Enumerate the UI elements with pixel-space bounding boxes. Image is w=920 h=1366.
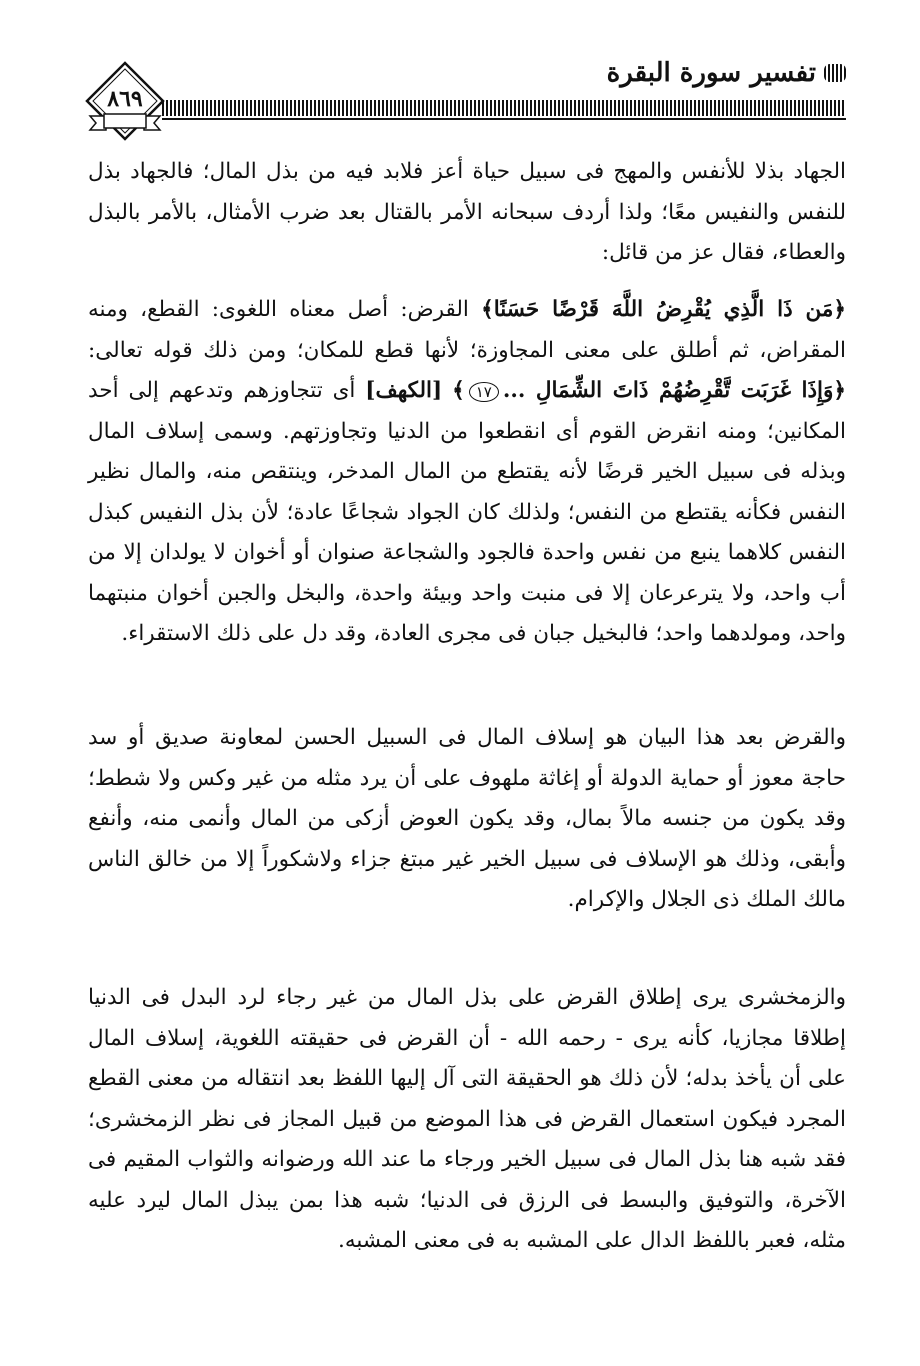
paragraph-2-text-a: القرض: أصل معناه اللغوى: القطع، ومنه المقراض، ثم أطلق على معنى المجاوزة؛ لأنها قطع للمكان؛ ومن ذلك قوله تعالى: — [88, 297, 846, 363]
quran-verse: ﴿مَن ذَا الَّذِي يُقْرِضُ اللَّهَ قَرْضًا حَسَنًا﴾ — [481, 297, 846, 322]
surah-reference: [الكهف] — [365, 378, 443, 403]
paragraph-1: الجهاد بذلا للأنفس والمهج فى سبيل حياة أعز فلابد فيه من بذل المال؛ فالجهاد بذل للنفس والنفيس معًا؛ ولذا أردف سبحانه الأمر بالقتال بعد ضرب الأمثال، بالأمر بالبذل والعطاء، فقال عز من قائل: — [88, 159, 846, 265]
running-title: تفسير سورة البقرة — [606, 58, 816, 88]
paragraph-4: والزمخشرى يرى إطلاق القرض على بذل المال من غير رجاء لرد البدل فى الدنيا إطلاقا مجازيا، كأنه يرى - رحمه الله - أن القرض فى حقيقته اللغوية، إسلاف المال على أن يأخذ بدله؛ لأن ذلك هو الحقيقة التى آل إليها اللفظ بعد انتقاله من معنى القطع المجرد فيكون استعمال القرض فى هذا الموضع من قبيل المجاز فى نظر الزمخشرى؛ فقد شبه هنا بذل المال فى سبيل الخير ورجاء ما عند الله ورضوانه والثواب المقيم فى الآخرة، والتوفيق والبسط فى الرزق فى الدنيا؛ شبه هذا بمن يبذل المال ليرد عليه مثله، فعبر باللفظ الدال على المشبه به فى معنى المشبه. — [88, 985, 846, 1253]
paragraph-2-text-b: أى تتجاوزهم وتدعهم إلى أحد المكانين؛ ومنه انقرض القوم أى انقطعوا من الدنيا وتجاوزتهم. وسمى إسلاف المال وبذله فى سبيل الخير قرضًا لأنه يقتطع من المال المدخر، وينتقص منه، والمال نظير النفس فكأنه يقتطع من النفس؛ ولذلك كان الجواد شجاعًا عادة؛ لأن بذل النفيس كبذل النفس كلاهما ينبع من نفس واحدة فالجود والشجاعة صنوان أو أخوان لا يولدان إلا من أب واحد، ولا يترعرعان إلا فى منبت واحد وبيئة واحدة، والبخل والجبن أخوان منبتهما واحد، ومولدهما واحد؛ فالبخيل جبان فى مجرى العادة، وقد دل على ذلك الاستقراء. — [88, 378, 846, 646]
quran-quote-end: ﴾ — [452, 378, 465, 403]
header-rule — [162, 100, 846, 116]
paragraph-2 — [88, 290, 846, 655]
verse-number: ١٧ — [469, 382, 499, 402]
ornament-icon — [824, 64, 846, 82]
running-header — [607, 58, 846, 88]
page-number: ٨٦٩ — [107, 86, 143, 112]
paragraph-3: والقرض بعد هذا البيان هو إسلاف المال فى السبيل الحسن لمعاونة صديق أو سد حاجة معوز أو حماية الدولة أو إغاثة ملهوف على أن يرد مثله من غير وكس ولا شطط؛ وقد يكون من جنسه مالاً بمال، وقد يكون العوض أزكى من المال وأنمى منه، وأنفع وأبقى، وذلك هو الإسلاف فى سبيل الخير غير مبتغ جزاء ولاشكوراً إلا من خالق الناس مالك الملك ذى الجلال والإكرام. — [88, 725, 846, 912]
quran-quote: ﴿وَإِذَا غَرَبَت تَّقْرِضُهُمْ ذَاتَ الشِّمَالِ ... — [502, 378, 847, 403]
page-number-badge — [84, 60, 166, 142]
